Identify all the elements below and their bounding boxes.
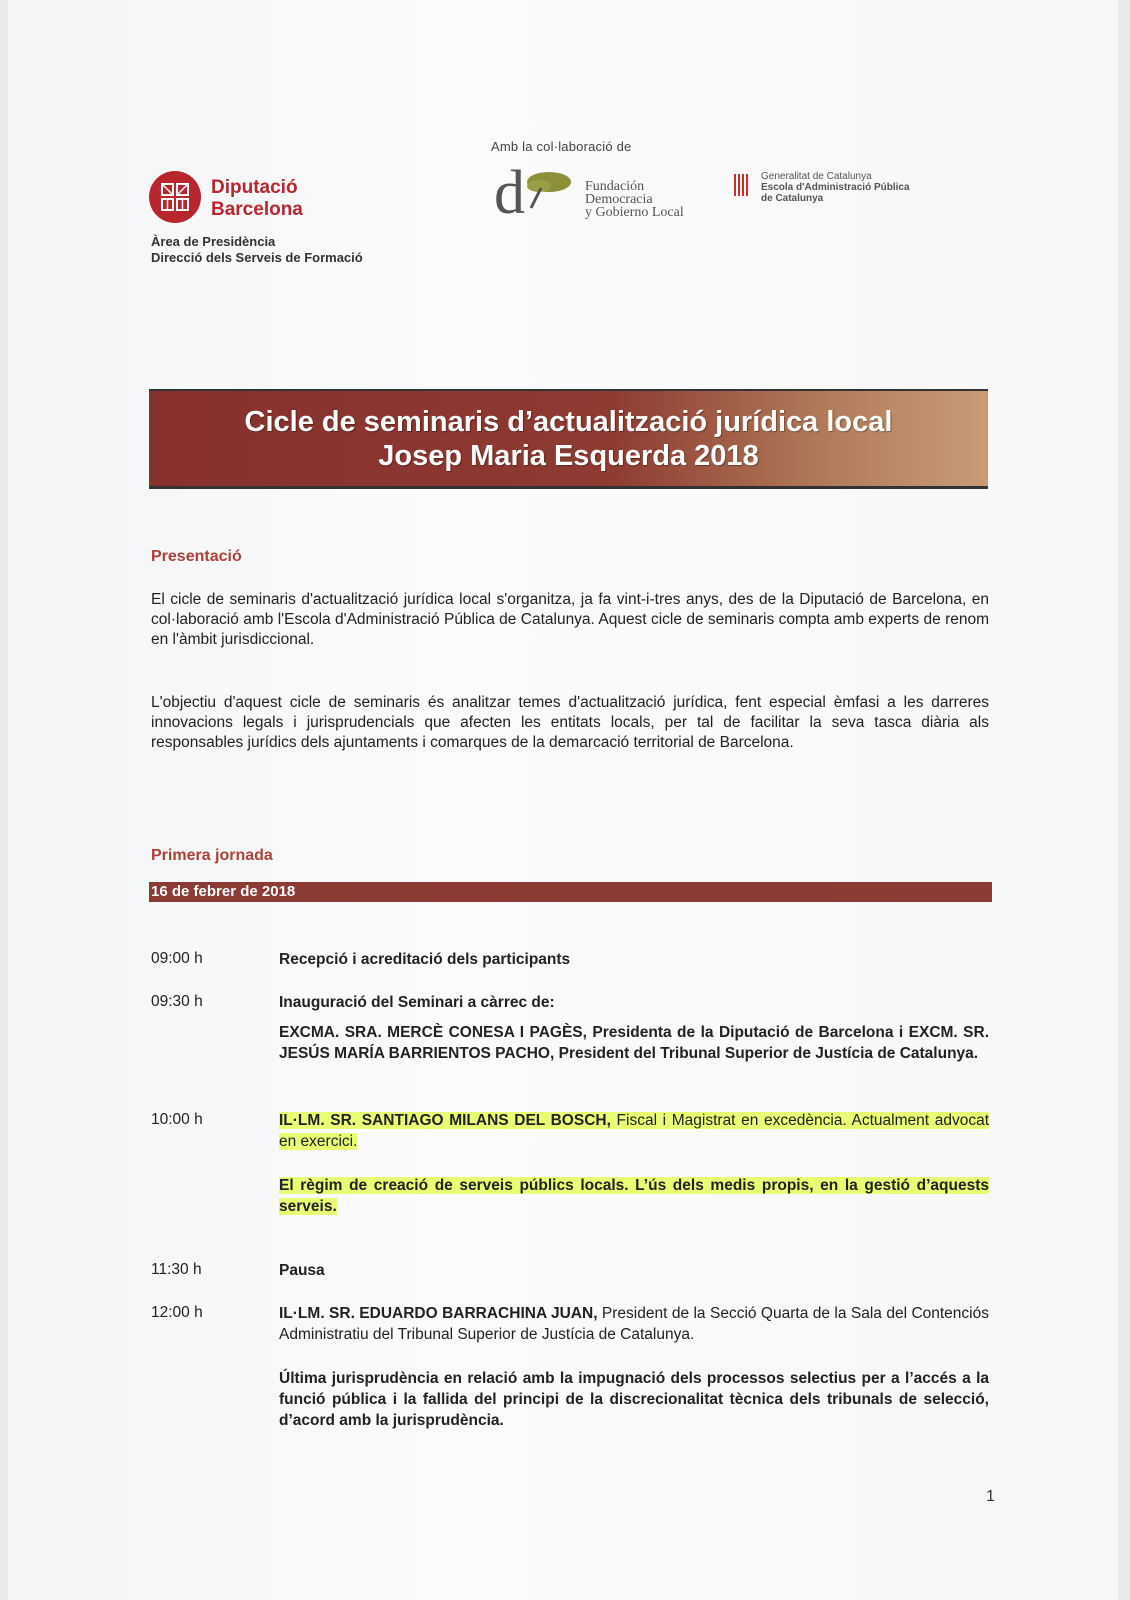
- speaker-role: Presidenta de la Diputació de Barcelona i: [586, 1024, 909, 1041]
- schedule-time: 09:00 h: [151, 950, 203, 967]
- title-banner: [149, 391, 988, 489]
- page-number: 1: [986, 1488, 995, 1505]
- speaker-name: IL·LM. SR. EDUARDO BARRACHINA JUAN,: [279, 1305, 598, 1322]
- collaboration-label: Amb la col·laboració de: [491, 139, 632, 154]
- speaker-name: EXCMA. SRA. MERCÈ CONESA I PAGÈS,: [279, 1024, 587, 1041]
- schedule-time: 12:00 h: [151, 1304, 203, 1321]
- schedule-time: 09:30 h: [151, 993, 203, 1010]
- speaker-role: President del Tribunal Superior de Justícia de Catalunya.: [554, 1045, 979, 1062]
- diputacio-line2: Barcelona: [211, 199, 303, 220]
- presentacio-paragraph-1: El cicle de seminaris d'actualització jurídica local s'organitza, ja fa vint-i-tres anys, des de la Diputació de Barcelona, en col·laboració amb l'Escola d'Administració Pública de Catalunya. Aquest cicle de seminaris compta amb experts de renom en l'àmbit jurisdiccional.: [151, 591, 989, 648]
- schedule-time: 11:30 h: [151, 1261, 202, 1278]
- jornada-date-bar: 16 de febrer de 2018: [149, 882, 992, 902]
- presentacio-heading: Presentació: [151, 548, 242, 565]
- speaker-name: IL·LM. SR. SANTIAGO MILANS DEL BOSCH,: [279, 1112, 611, 1129]
- schedule-title: Pausa: [279, 1262, 325, 1279]
- speaker-role: President de la Secció Quarta de la Sala del Contenciós Administratiu del Tribunal Superior de Justícia de Catalunya.: [279, 1305, 989, 1343]
- speaker-name: EXCM. SR. JESÚS MARÍA BARRIENTOS PACHO,: [279, 1024, 990, 1062]
- inauguration-speakers: [279, 1022, 989, 1064]
- fundacion-logo-letter: d: [494, 159, 525, 227]
- speaker-block: [279, 1110, 989, 1152]
- area-presidencia: [151, 234, 363, 266]
- session-topic: Última jurisprudència en relació amb la impugnació dels processos selectius per a l’accés a la funció pública i la fallida del principi de la discrecionalitat tècnica dels tribunals de selecció, d’acord amb la jurisprudència.: [279, 1370, 989, 1429]
- area-line2: Direcció dels Serveis de Formació: [151, 250, 363, 265]
- schedule-title: Inauguració del Seminari a càrrec de:: [279, 994, 555, 1011]
- fundacion-line3: y Gobierno Local: [585, 205, 684, 220]
- schedule-time: 10:00 h: [151, 1111, 203, 1128]
- document-page: [8, 0, 1118, 1600]
- schedule-title: Recepció i acreditació dels participants: [279, 951, 571, 968]
- generalitat-line2: Escola d'Administració Pública: [761, 182, 910, 193]
- title-line1: Cicle de seminaris d’actualització jurídica local: [244, 406, 893, 438]
- generalitat-name: [761, 171, 910, 204]
- generalitat-flag-icon: [734, 174, 754, 196]
- diputacio-name: [211, 177, 303, 221]
- diputacio-line1: Diputació: [211, 177, 298, 198]
- fundacion-line1: Fundación: [585, 179, 645, 194]
- title-line2: Josep Maria Esquerda 2018: [378, 440, 759, 472]
- tree-icon: [513, 168, 573, 212]
- area-line1: Àrea de Presidència: [151, 234, 276, 249]
- generalitat-line3: de Catalunya: [761, 193, 824, 204]
- fundacion-name: [585, 180, 684, 219]
- diputacio-logo-icon: [149, 171, 201, 223]
- speaker-block: [279, 1303, 989, 1345]
- session-topic: [279, 1175, 989, 1217]
- generalitat-line1: Generalitat de Catalunya: [761, 171, 872, 182]
- jornada-heading: Primera jornada: [151, 847, 273, 864]
- session-topic-text: El règim de creació de serveis públics locals. L’ús dels medis propis, en la gestió d’aquests serveis.: [279, 1177, 989, 1215]
- fundacion-line2: Democracia: [585, 192, 653, 207]
- speaker-role: Fiscal i Magistrat en excedència. Actualment advocat en exercici.: [279, 1112, 989, 1150]
- presentacio-paragraph-2: L'objectiu d'aquest cicle de seminaris és analitzar temes d'actualització jurídica, fent especial èmfasi a les darreres innovacions legals i jurisprudencials que afecten les entitats locals, per tal de facilitar la seva tasca diària als responsables jurídics dels ajuntaments i comarques de la demarcació territorial de Barcelona.: [151, 694, 989, 751]
